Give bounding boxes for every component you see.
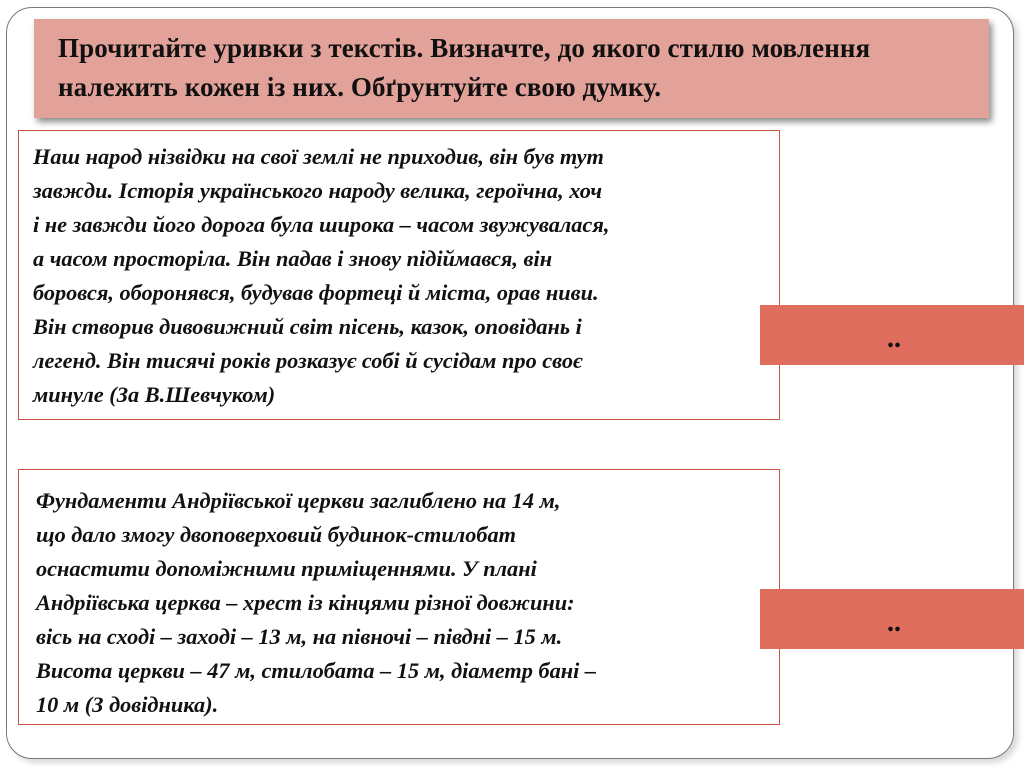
excerpt-box-1: Наш народ нізвідки на свої землі не приходив, він був тут завжди. Історія українського народу велика, героїчна, хоч і не завжди його дорога була широка – часом звужувалася, а часом просторіла. Він падав і знову підіймався, він боровся, оборонявся, будував фортеці й міста, орав ниви. Він створив дивовижний світ пісень, казок, оповідань і легенд. Він тисячі років розказує собі й сусідам про своє минуле (За В.Шевчуком) <box>18 130 780 420</box>
task-text: Прочитайте уривки з текстів. Визначте, до якого стилю мовлення належить кожен із них. Обґрунтуйте свою думку. <box>58 33 871 102</box>
answer-placeholder-1: .. <box>887 323 901 354</box>
excerpt-box-2: Фундаменти Андріївської церкви заглиблено на 14 м, що дало змогу двоповерховий будинок-стилобат оснастити допоміжними приміщеннями. У плані Андріївська церква – хрест із кінцями різної довжини: вісь на сході – заході – 13 м, на півночі – півдні – 15 м. Висота церкви – 47 м, стилобата – 15 м, діаметр бані – 10 м (З довідника). <box>18 469 780 725</box>
answer-tab-2[interactable] <box>760 589 1024 649</box>
answer-tab-1[interactable] <box>760 305 1024 365</box>
answer-placeholder-2: .. <box>887 607 901 638</box>
task-banner <box>34 19 989 118</box>
